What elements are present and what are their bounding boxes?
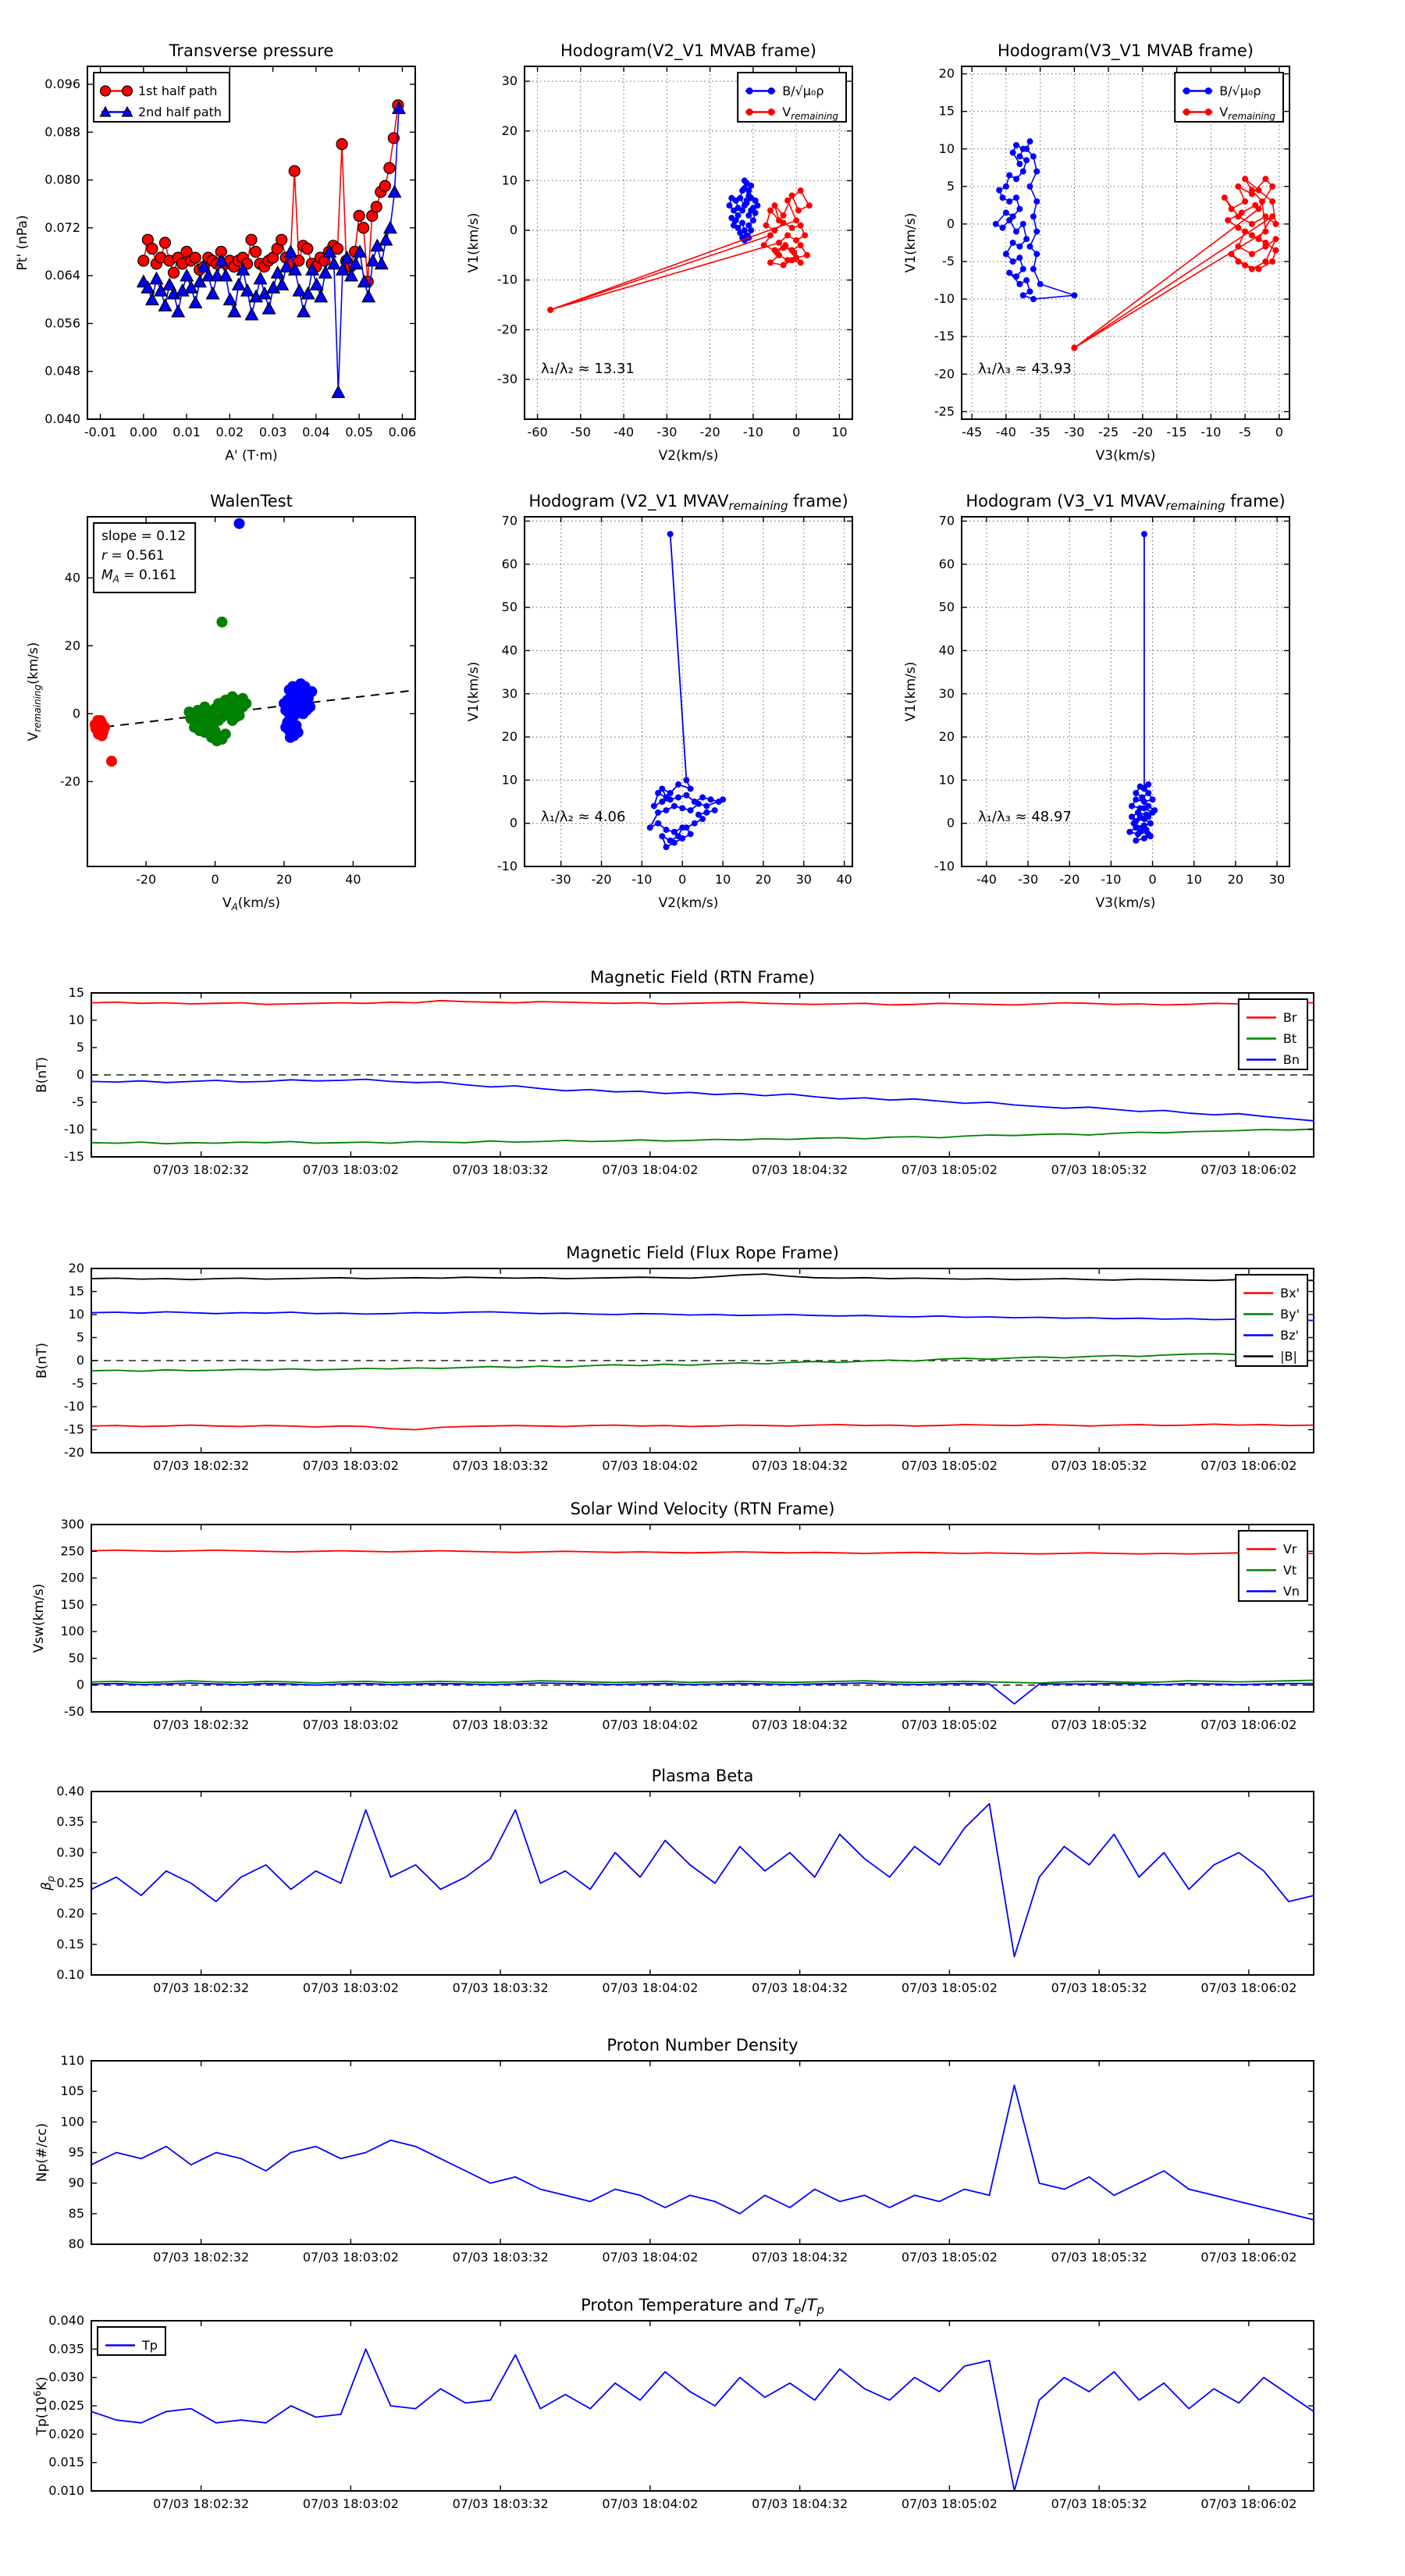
svg-text:0: 0 <box>509 815 518 831</box>
svg-text:Magnetic Field (RTN Frame): Magnetic Field (RTN Frame) <box>589 968 816 987</box>
svg-text:10: 10 <box>68 1012 84 1027</box>
svg-text:07/03 18:04:02: 07/03 18:04:02 <box>602 2250 699 2265</box>
svg-text:07/03 18:04:32: 07/03 18:04:32 <box>752 1717 848 1732</box>
svg-text:-15: -15 <box>63 1421 84 1437</box>
legend <box>94 73 229 122</box>
svg-text:slope = 0.12: slope = 0.12 <box>101 528 187 544</box>
svg-text:B/√μ₀ρ: B/√μ₀ρ <box>782 84 824 98</box>
svg-text:105: 105 <box>60 2083 84 2099</box>
svg-text:0.056: 0.056 <box>44 315 80 331</box>
svg-text:20: 20 <box>755 872 772 887</box>
svg-text:150: 150 <box>60 1596 84 1612</box>
svg-text:βp: $\beta_p$ <box>39 1876 56 1891</box>
svg-text:10: 10 <box>714 872 731 887</box>
svg-text:1st half path: 1st half path <box>138 84 218 98</box>
svg-text:0: 0 <box>72 706 80 721</box>
svg-text:0.04: 0.04 <box>302 425 330 439</box>
svg-text:5: 5 <box>946 178 955 194</box>
legend <box>1239 999 1307 1069</box>
svg-text:-10: -10 <box>742 425 763 439</box>
svg-text:0.040: 0.040 <box>48 2313 84 2328</box>
chart-p2 <box>466 41 852 464</box>
svg-text:-10: -10 <box>496 272 518 287</box>
svg-text:-50: -50 <box>63 1704 84 1719</box>
chart-tsF <box>32 2296 1314 2511</box>
svg-text:07/03 18:05:02: 07/03 18:05:02 <box>901 1980 998 1995</box>
svg-text:V2(km/s): V2(km/s) <box>658 448 719 464</box>
svg-text:-10: -10 <box>496 859 518 873</box>
svg-text:07/03 18:03:32: 07/03 18:03:32 <box>452 2250 549 2265</box>
svg-text:40: 40 <box>501 642 518 658</box>
svg-text:-20: -20 <box>1132 425 1153 439</box>
svg-text:-35: -35 <box>1030 425 1051 439</box>
svg-text:07/03 18:02:32: 07/03 18:02:32 <box>153 1162 250 1177</box>
svg-text:10: 10 <box>831 425 848 439</box>
svg-text:Vremaining(km/s): $V_{remaining}(km/s)$ <box>26 642 43 742</box>
svg-text:10: 10 <box>501 173 518 188</box>
svg-text:07/03 18:05:32: 07/03 18:05:32 <box>1051 1162 1147 1177</box>
svg-text:-30: -30 <box>1064 425 1085 439</box>
svg-text:Np(#/cc): Np(#/cc) <box>34 2122 50 2183</box>
svg-text:-10: -10 <box>1200 425 1222 439</box>
svg-text:20: 20 <box>938 729 955 745</box>
svg-text:0.03: 0.03 <box>258 425 287 439</box>
svg-text:0: 0 <box>211 872 219 887</box>
svg-text:07/03 18:04:32: 07/03 18:04:32 <box>752 2250 848 2265</box>
svg-text:-5: -5 <box>1239 425 1252 439</box>
svg-text:V1(km/s): V1(km/s) <box>466 661 482 722</box>
svg-text:0.048: 0.048 <box>44 363 80 379</box>
svg-text:Plasma Beta: Plasma Beta <box>651 1767 754 1785</box>
legend <box>1236 1275 1307 1366</box>
svg-text:07/03 18:03:02: 07/03 18:03:02 <box>302 1458 399 1473</box>
svg-text:-15: -15 <box>63 1149 84 1164</box>
chart-tsB <box>34 1244 1314 1473</box>
svg-text:Br: Br <box>1282 1010 1297 1025</box>
svg-text:30: 30 <box>501 685 518 701</box>
svg-text:-5: -5 <box>942 254 955 269</box>
svg-text:-10: -10 <box>63 1122 84 1137</box>
svg-text:07/03 18:04:32: 07/03 18:04:32 <box>752 1162 848 1177</box>
svg-text:0.025: 0.025 <box>48 2398 84 2413</box>
svg-text:300: 300 <box>60 1517 84 1532</box>
svg-text:07/03 18:04:02: 07/03 18:04:02 <box>602 1717 699 1732</box>
svg-text:Transverse pressure: Transverse pressure <box>169 41 334 60</box>
svg-text:30: 30 <box>938 685 955 701</box>
svg-text:-25: -25 <box>934 404 955 419</box>
svg-text:20: 20 <box>68 1261 84 1276</box>
svg-text:-50: -50 <box>570 425 591 439</box>
svg-text:20: 20 <box>276 872 293 887</box>
legend <box>98 2327 165 2355</box>
svg-text:Hodogram(V3_V1 MVAB frame): Hodogram(V3_V1 MVAB frame) <box>998 41 1254 60</box>
svg-text:07/03 18:02:32: 07/03 18:02:32 <box>153 1980 250 1995</box>
svg-text:50: 50 <box>501 600 518 615</box>
svg-text:-30: -30 <box>550 872 571 887</box>
svg-text:V3(km/s): V3(km/s) <box>1095 448 1156 464</box>
svg-text:0.064: 0.064 <box>44 268 80 283</box>
svg-text:-20: -20 <box>1059 872 1080 887</box>
svg-text:07/03 18:05:32: 07/03 18:05:32 <box>1051 2250 1147 2265</box>
svg-text:Bn: Bn <box>1282 1052 1300 1067</box>
svg-text:30: 30 <box>1268 872 1286 887</box>
svg-text:Tp: Tp <box>142 2338 158 2353</box>
svg-text:07/03 18:06:02: 07/03 18:06:02 <box>1200 1980 1297 1995</box>
svg-text:07/03 18:05:32: 07/03 18:05:32 <box>1051 2496 1147 2511</box>
svg-text:-45: -45 <box>962 425 983 439</box>
svg-text:07/03 18:05:02: 07/03 18:05:02 <box>901 1458 998 1473</box>
svg-text:10: 10 <box>1186 872 1202 887</box>
chart-p5 <box>466 492 852 911</box>
svg-text:20: 20 <box>1227 872 1244 887</box>
chart-p1 <box>15 41 416 464</box>
svg-text:0: 0 <box>1275 425 1283 439</box>
svg-text:07/03 18:06:02: 07/03 18:06:02 <box>1200 2250 1297 2265</box>
svg-text:-10: -10 <box>1101 872 1122 887</box>
svg-text:20: 20 <box>501 729 518 745</box>
svg-text:07/03 18:06:02: 07/03 18:06:02 <box>1200 1162 1297 1177</box>
svg-text:-10: -10 <box>934 291 955 307</box>
svg-text:0: 0 <box>792 425 801 439</box>
svg-text:WalenTest: WalenTest <box>210 492 293 511</box>
svg-text:-60: -60 <box>527 425 548 439</box>
svg-text:10: 10 <box>938 772 955 788</box>
svg-text:-10: -10 <box>631 872 653 887</box>
chart-p4 <box>26 492 415 913</box>
svg-text:07/03 18:05:32: 07/03 18:05:32 <box>1051 1717 1147 1732</box>
svg-text:-15: -15 <box>1166 425 1187 439</box>
svg-text:VA(km/s): $V_A(km/s)$ <box>222 895 281 913</box>
svg-text:0.020: 0.020 <box>48 2426 84 2442</box>
svg-text:07/03 18:04:02: 07/03 18:04:02 <box>602 1458 699 1473</box>
chart-tsA <box>34 968 1314 1177</box>
svg-text:100: 100 <box>60 2114 84 2129</box>
svg-text:Solar Wind Velocity (RTN Frame: Solar Wind Velocity (RTN Frame) <box>570 1500 835 1518</box>
svg-text:0.015: 0.015 <box>48 2454 84 2470</box>
svg-text:20: 20 <box>501 123 518 138</box>
svg-text:|B|: |B| <box>1280 1349 1297 1364</box>
chart-tsD <box>39 1767 1314 1995</box>
svg-text:20: 20 <box>938 66 955 81</box>
svg-text:B(nT): B(nT) <box>34 1342 50 1379</box>
info-box <box>94 523 195 592</box>
svg-text:-40: -40 <box>614 425 635 439</box>
svg-text:V1(km/s): V1(km/s) <box>903 212 919 273</box>
svg-text:-20: -20 <box>934 366 955 382</box>
svg-text:0.035: 0.035 <box>48 2341 84 2357</box>
svg-text:0: 0 <box>678 872 687 887</box>
svg-text:-30: -30 <box>496 372 518 387</box>
svg-text:0.096: 0.096 <box>44 76 80 91</box>
svg-text:λ₁/λ₃ ≈ 43.93: λ₁/λ₃ ≈ 43.93 <box>978 361 1072 378</box>
svg-text:60: 60 <box>938 556 955 571</box>
svg-text:Hodogram (V3_V1 MVAVremaining: Hodogram (V3_V1 MVAVremaining frame) <box>966 492 1286 513</box>
legend <box>738 73 846 122</box>
svg-text:0.080: 0.080 <box>44 172 80 187</box>
svg-text:07/03 18:02:32: 07/03 18:02:32 <box>153 2250 250 2265</box>
svg-text:0.35: 0.35 <box>56 1814 84 1830</box>
svg-text:0: 0 <box>946 815 955 831</box>
svg-text:30: 30 <box>795 872 812 887</box>
svg-text:50: 50 <box>68 1650 84 1666</box>
svg-text:B/√μ₀ρ: B/√μ₀ρ <box>1219 84 1261 98</box>
svg-text:Proton Temperature and Te/Tp: Proton Temperature and Te/Tp <box>581 2296 824 2317</box>
svg-text:40: 40 <box>345 872 361 887</box>
svg-text:07/03 18:04:32: 07/03 18:04:32 <box>752 1458 848 1473</box>
svg-text:Magnetic Field (Flux Rope Fram: Magnetic Field (Flux Rope Frame) <box>566 1244 839 1262</box>
svg-text:07/03 18:02:32: 07/03 18:02:32 <box>153 1717 250 1732</box>
svg-text:5: 5 <box>76 1329 84 1345</box>
svg-text:95: 95 <box>68 2144 84 2160</box>
chart-p6 <box>903 492 1289 911</box>
svg-text:0.25: 0.25 <box>56 1875 84 1891</box>
svg-text:-0.01: -0.01 <box>84 425 117 439</box>
svg-text:0.20: 0.20 <box>56 1905 84 1921</box>
svg-text:07/03 18:03:02: 07/03 18:03:02 <box>302 2250 399 2265</box>
svg-text:0: 0 <box>76 1353 84 1368</box>
svg-text:110: 110 <box>60 2053 84 2068</box>
svg-text:07/03 18:03:32: 07/03 18:03:32 <box>452 2496 549 2511</box>
svg-text:15: 15 <box>938 103 955 119</box>
svg-text:V2(km/s): V2(km/s) <box>658 895 719 911</box>
svg-text:15: 15 <box>68 985 84 1000</box>
svg-text:07/03 18:03:02: 07/03 18:03:02 <box>302 1980 399 1995</box>
svg-text:Pt' (nPa): Pt' (nPa) <box>15 215 30 271</box>
svg-text:Vt: Vt <box>1282 1563 1297 1578</box>
svg-text:10: 10 <box>68 1307 84 1322</box>
svg-text:V3(km/s): V3(km/s) <box>1095 895 1156 911</box>
svg-text:Vsw(km/s): Vsw(km/s) <box>31 1583 47 1653</box>
svg-text:0.40: 0.40 <box>56 1784 84 1799</box>
svg-text:A' (T·m): A' (T·m) <box>225 448 278 464</box>
svg-text:30: 30 <box>501 73 518 89</box>
svg-text:07/03 18:02:32: 07/03 18:02:32 <box>153 1458 250 1473</box>
svg-text:B(nT): B(nT) <box>34 1056 50 1094</box>
svg-text:2nd half path: 2nd half path <box>138 105 222 119</box>
svg-text:07/03 18:06:02: 07/03 18:06:02 <box>1200 1717 1297 1732</box>
svg-text:07/03 18:05:02: 07/03 18:05:02 <box>901 1717 998 1732</box>
svg-text:Vr: Vr <box>1282 1542 1297 1557</box>
svg-text:0.088: 0.088 <box>44 124 80 140</box>
svg-text:07/03 18:03:02: 07/03 18:03:02 <box>302 2496 399 2511</box>
svg-text:Bt: Bt <box>1282 1031 1297 1046</box>
svg-text:λ₁/λ₂ ≈ 13.31: λ₁/λ₂ ≈ 13.31 <box>541 361 635 378</box>
legend <box>1239 1531 1307 1601</box>
svg-text:07/03 18:06:02: 07/03 18:06:02 <box>1200 1458 1297 1473</box>
svg-text:-30: -30 <box>656 425 678 439</box>
svg-text:-40: -40 <box>976 872 997 887</box>
svg-text:0.02: 0.02 <box>215 425 244 439</box>
svg-text:-20: -20 <box>496 322 518 337</box>
svg-text:0.06: 0.06 <box>388 425 417 439</box>
svg-text:0: 0 <box>1148 872 1157 887</box>
svg-text:-20: -20 <box>136 872 157 887</box>
svg-text:40: 40 <box>938 642 955 658</box>
svg-text:07/03 18:03:32: 07/03 18:03:32 <box>452 1162 549 1177</box>
svg-text:07/03 18:03:32: 07/03 18:03:32 <box>452 1458 549 1473</box>
svg-text:85: 85 <box>68 2205 84 2221</box>
svg-text:07/03 18:06:02: 07/03 18:06:02 <box>1200 2496 1297 2511</box>
svg-text:40: 40 <box>64 570 80 585</box>
svg-text:λ₁/λ₂ ≈ 4.06: λ₁/λ₂ ≈ 4.06 <box>541 808 626 825</box>
svg-text:Tp(106K): $Tp(10^6K)$ <box>32 2376 50 2435</box>
svg-text:-20: -20 <box>699 425 720 439</box>
svg-text:Bz': Bz' <box>1280 1328 1299 1343</box>
svg-text:MA = 0.161: $M_A = 0.161$ <box>101 568 177 585</box>
svg-text:40: 40 <box>836 872 852 887</box>
svg-text:0.05: 0.05 <box>345 425 373 439</box>
svg-text:07/03 18:04:02: 07/03 18:04:02 <box>602 2496 699 2511</box>
svg-text:70: 70 <box>938 513 955 528</box>
svg-text:07/03 18:05:32: 07/03 18:05:32 <box>1051 1980 1147 1995</box>
svg-text:Proton Number Density: Proton Number Density <box>606 2036 799 2055</box>
svg-text:100: 100 <box>60 1624 84 1639</box>
svg-text:07/03 18:03:32: 07/03 18:03:32 <box>452 1717 549 1732</box>
chart-tsC <box>31 1500 1314 1732</box>
svg-text:07/03 18:03:32: 07/03 18:03:32 <box>452 1980 549 1995</box>
svg-text:15: 15 <box>68 1283 84 1299</box>
svg-text:60: 60 <box>501 556 518 571</box>
svg-text:0.072: 0.072 <box>44 219 80 235</box>
svg-text:07/03 18:05:02: 07/03 18:05:02 <box>901 2496 998 2511</box>
svg-text:0.10: 0.10 <box>56 1967 84 1982</box>
svg-text:0.030: 0.030 <box>48 2369 84 2385</box>
svg-text:5: 5 <box>76 1040 84 1055</box>
svg-text:-15: -15 <box>934 329 955 344</box>
svg-text:-40: -40 <box>995 425 1016 439</box>
svg-text:-5: -5 <box>72 1375 84 1391</box>
svg-text:07/03 18:04:32: 07/03 18:04:32 <box>752 1980 848 1995</box>
svg-text:200: 200 <box>60 1570 84 1585</box>
svg-text:V1(km/s): V1(km/s) <box>903 661 919 722</box>
svg-text:Hodogram(V2_V1 MVAB frame): Hodogram(V2_V1 MVAB frame) <box>560 41 816 60</box>
svg-text:10: 10 <box>938 141 955 156</box>
svg-text:-5: -5 <box>72 1094 84 1109</box>
svg-text:07/03 18:05:02: 07/03 18:05:02 <box>901 1162 998 1177</box>
svg-text:0.30: 0.30 <box>56 1845 84 1860</box>
svg-text:50: 50 <box>938 600 955 615</box>
svg-text:Vremaining: $V_{remaining}$ <box>782 105 838 122</box>
svg-text:-25: -25 <box>1098 425 1119 439</box>
legend <box>1175 73 1283 122</box>
svg-text:-10: -10 <box>934 859 955 873</box>
svg-text:-20: -20 <box>63 1445 84 1460</box>
svg-text:-10: -10 <box>63 1399 84 1414</box>
svg-text:07/03 18:04:02: 07/03 18:04:02 <box>602 1162 699 1177</box>
svg-text:0: 0 <box>76 1677 84 1692</box>
svg-text:0: 0 <box>509 222 518 238</box>
svg-text:10: 10 <box>501 772 518 788</box>
svg-text:0.010: 0.010 <box>48 2483 84 2498</box>
svg-text:Hodogram (V2_V1 MVAVremaining: Hodogram (V2_V1 MVAVremaining frame) <box>528 492 848 513</box>
svg-text:By': By' <box>1280 1307 1300 1322</box>
svg-text:λ₁/λ₃ ≈ 48.97: λ₁/λ₃ ≈ 48.97 <box>978 808 1072 825</box>
svg-text:0.00: 0.00 <box>130 425 158 439</box>
svg-text:07/03 18:03:02: 07/03 18:03:02 <box>302 1162 399 1177</box>
svg-text:0: 0 <box>76 1067 84 1082</box>
svg-text:07/03 18:03:02: 07/03 18:03:02 <box>302 1717 399 1732</box>
svg-text:V1(km/s): V1(km/s) <box>466 212 482 273</box>
svg-text:80: 80 <box>68 2236 84 2251</box>
svg-text:07/03 18:05:02: 07/03 18:05:02 <box>901 2250 998 2265</box>
svg-text:-20: -20 <box>591 872 612 887</box>
svg-text:Vn: Vn <box>1282 1584 1300 1599</box>
svg-text:0.15: 0.15 <box>56 1936 84 1952</box>
svg-text:250: 250 <box>60 1543 84 1559</box>
svg-text:Bx': Bx' <box>1280 1286 1300 1300</box>
svg-text:90: 90 <box>68 2175 84 2190</box>
svg-text:-20: -20 <box>59 774 80 789</box>
svg-text:0.040: 0.040 <box>44 411 80 426</box>
svg-text:-30: -30 <box>1017 872 1039 887</box>
svg-text:07/03 18:04:02: 07/03 18:04:02 <box>602 1980 699 1995</box>
svg-text:70: 70 <box>501 513 518 528</box>
svg-text:07/03 18:02:32: 07/03 18:02:32 <box>153 2496 250 2511</box>
svg-text:07/03 18:04:32: 07/03 18:04:32 <box>752 2496 848 2511</box>
svg-text:07/03 18:05:32: 07/03 18:05:32 <box>1051 1458 1147 1473</box>
chart-p3 <box>903 41 1289 464</box>
svg-text:Vremaining: $V_{remaining}$ <box>1219 105 1275 122</box>
chart-tsE <box>34 2036 1314 2265</box>
svg-text:20: 20 <box>64 638 80 653</box>
svg-text:0: 0 <box>946 215 955 231</box>
svg-text:r = 0.561: r = 0.561 <box>101 548 165 564</box>
svg-text:0.01: 0.01 <box>173 425 201 439</box>
